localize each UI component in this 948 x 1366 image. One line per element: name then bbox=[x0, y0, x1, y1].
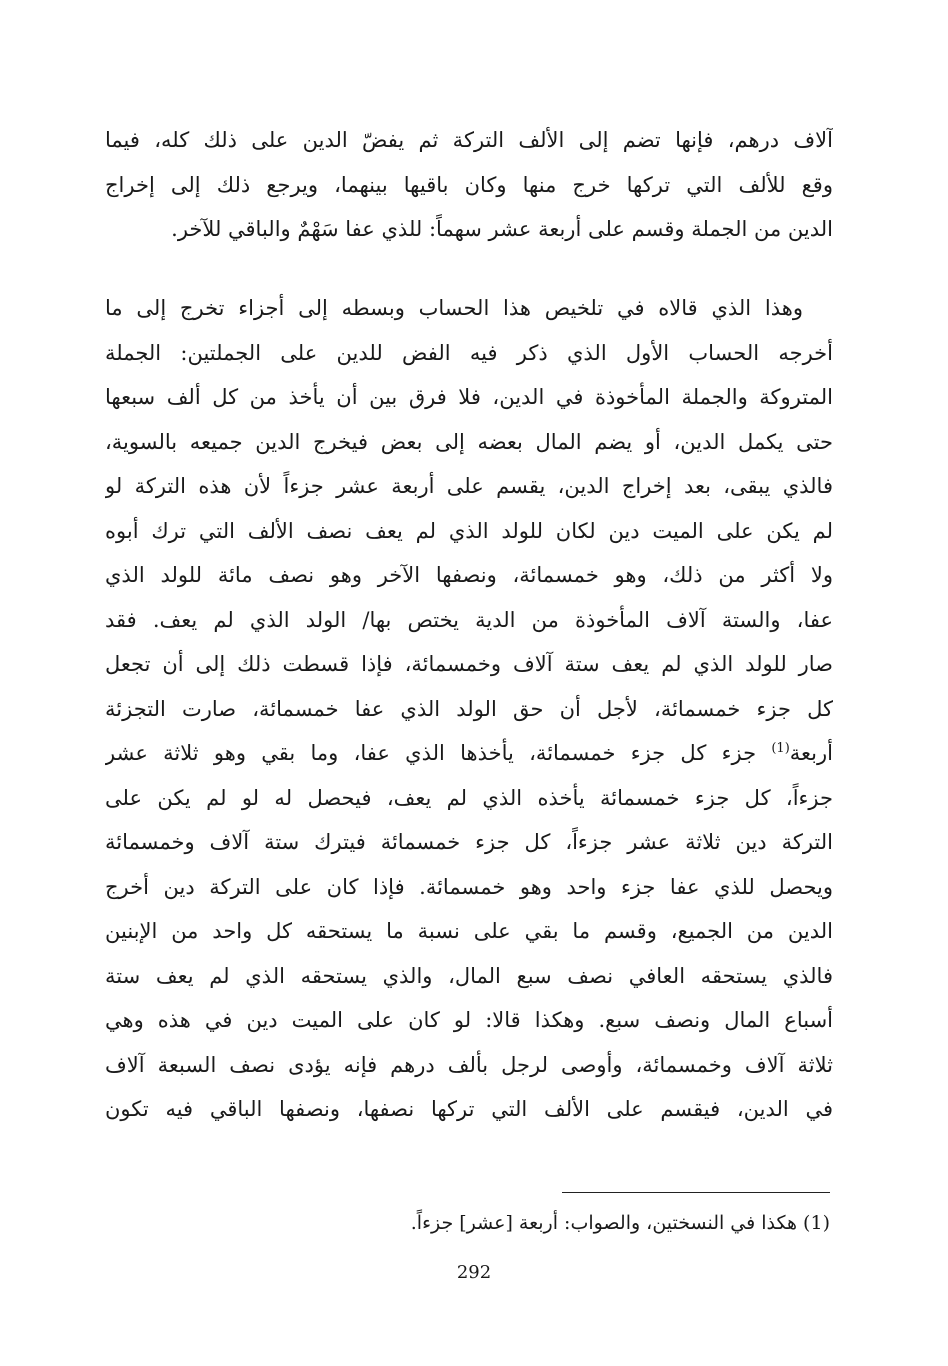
text-line: فالذي يبقى، بعد إخراج الدين، يقسم على أربعة عشر جزءاً لأن هذه التركة لو bbox=[105, 474, 833, 498]
text-line: ولا أكثر من ذلك، وهو خمسمائة، ونصفها الآخر وهو نصف مائة للولد الذي bbox=[105, 563, 833, 587]
text-line: عفا، والستة آلاف المأخوذة من الدية يختص بها/ الولد الذي لم يعف. فقد bbox=[105, 607, 833, 632]
text-line-first bbox=[105, 286, 833, 331]
text-line: صار للولد الذي لم يعف ستة آلاف وخمسمائة، فإذا قسطت ذلك إلى أن تجعل bbox=[105, 652, 833, 676]
text-line: في الدين، فيقسم على الألف التي تركها نصفها، ونصفها الباقي فيه تكون bbox=[105, 1097, 833, 1121]
text-line: آلاف درهم، فإنها تضم إلى الألف التركة ثم يفضّ الدين على ذلك كله، فيما bbox=[105, 128, 833, 152]
text-line: الدين من الجميع، وقسم ما بقي على نسبة ما يستحقه كل واحد من الإبنين bbox=[105, 919, 833, 943]
text-line: أخرجه الحساب الأول الذي ذكر فيه الفض للدين على الجملتين: الجملة bbox=[105, 340, 833, 365]
note-anchor-word: أربعة bbox=[789, 741, 833, 765]
text-line: وقع للألف التي تركها خرج منها وكان باقيها بينهما، ويرجع ذلك إلى إخراج bbox=[105, 172, 833, 197]
footnote-reference[interactable]: (1) bbox=[771, 741, 790, 756]
text-line: كل جزء خمسمائة، لأجل أن حق الولد الذي عفا خمسمائة، صارت التجزئة bbox=[105, 696, 833, 721]
footnote-divider bbox=[562, 1192, 830, 1193]
text-line: أسباع المال ونصف سبع. وهكذا قالا: لو كان على الميت دين في هذه وهي bbox=[105, 1008, 833, 1032]
text-line: التركة دين ثلاثة عشر جزءاً، كل جزء خمسمائة فيترك ستة آلاف وخمسمائة bbox=[105, 830, 833, 854]
text-line-with-footnote bbox=[105, 731, 833, 776]
page-number: 292 bbox=[456, 1262, 492, 1283]
footnote: (1) هكذا في النسختين، والصواب: أربعة [عشر] جزءاً. bbox=[410, 1212, 830, 1234]
text-line: فالذي يستحقه العافي نصف سبع المال، والذي يستحقه الذي لم يعف ستة bbox=[105, 963, 833, 988]
text-line: ثلاثة آلاف وخمسمائة، وأوصى لرجل بألف درهم فإنه يؤدى نصف السبعة آلاف bbox=[105, 1052, 833, 1077]
text-line: حتى يكمل الدين، أو يضم المال بعضه إلى بعض فيخرج الدين جميعه بالسوية، bbox=[105, 429, 833, 454]
text-line: لم يكن على الميت دين لكان للولد الذي لم يعف نصف الألف التي ترك أبوه bbox=[105, 518, 833, 543]
paragraph-2 bbox=[105, 286, 833, 1132]
text-line: جزءاً، كل جزء خمسمائة يأخذه الذي لم يعف، فيحصل له لو لم يكن على bbox=[105, 785, 833, 810]
paragraph-1 bbox=[105, 118, 833, 252]
text-line: ويحصل للذي عفا جزء واحد وهو خمسمائة. فإذا كان على التركة دين أخرج bbox=[105, 874, 833, 899]
text-line: الدين من الجملة وقسم على أربعة عشر سهماً: للذي عفا سَهْمٌ والباقي للآخر. bbox=[171, 217, 833, 241]
text-line: المتروكة والجملة المأخوذة في الدين، فلا فرق بين أن يأخذ من كل ألف سبعها bbox=[105, 385, 833, 409]
text-line-content: وهذا الذي قالاه في تلخيص هذا الحساب وبسطه إلى أجزاء تخرج إلى ما bbox=[105, 296, 803, 320]
text-line-content: جزء كل جزء خمسمائة، يأخذها الذي عفا، وما بقي وهو ثلاثة عشر bbox=[105, 741, 772, 765]
